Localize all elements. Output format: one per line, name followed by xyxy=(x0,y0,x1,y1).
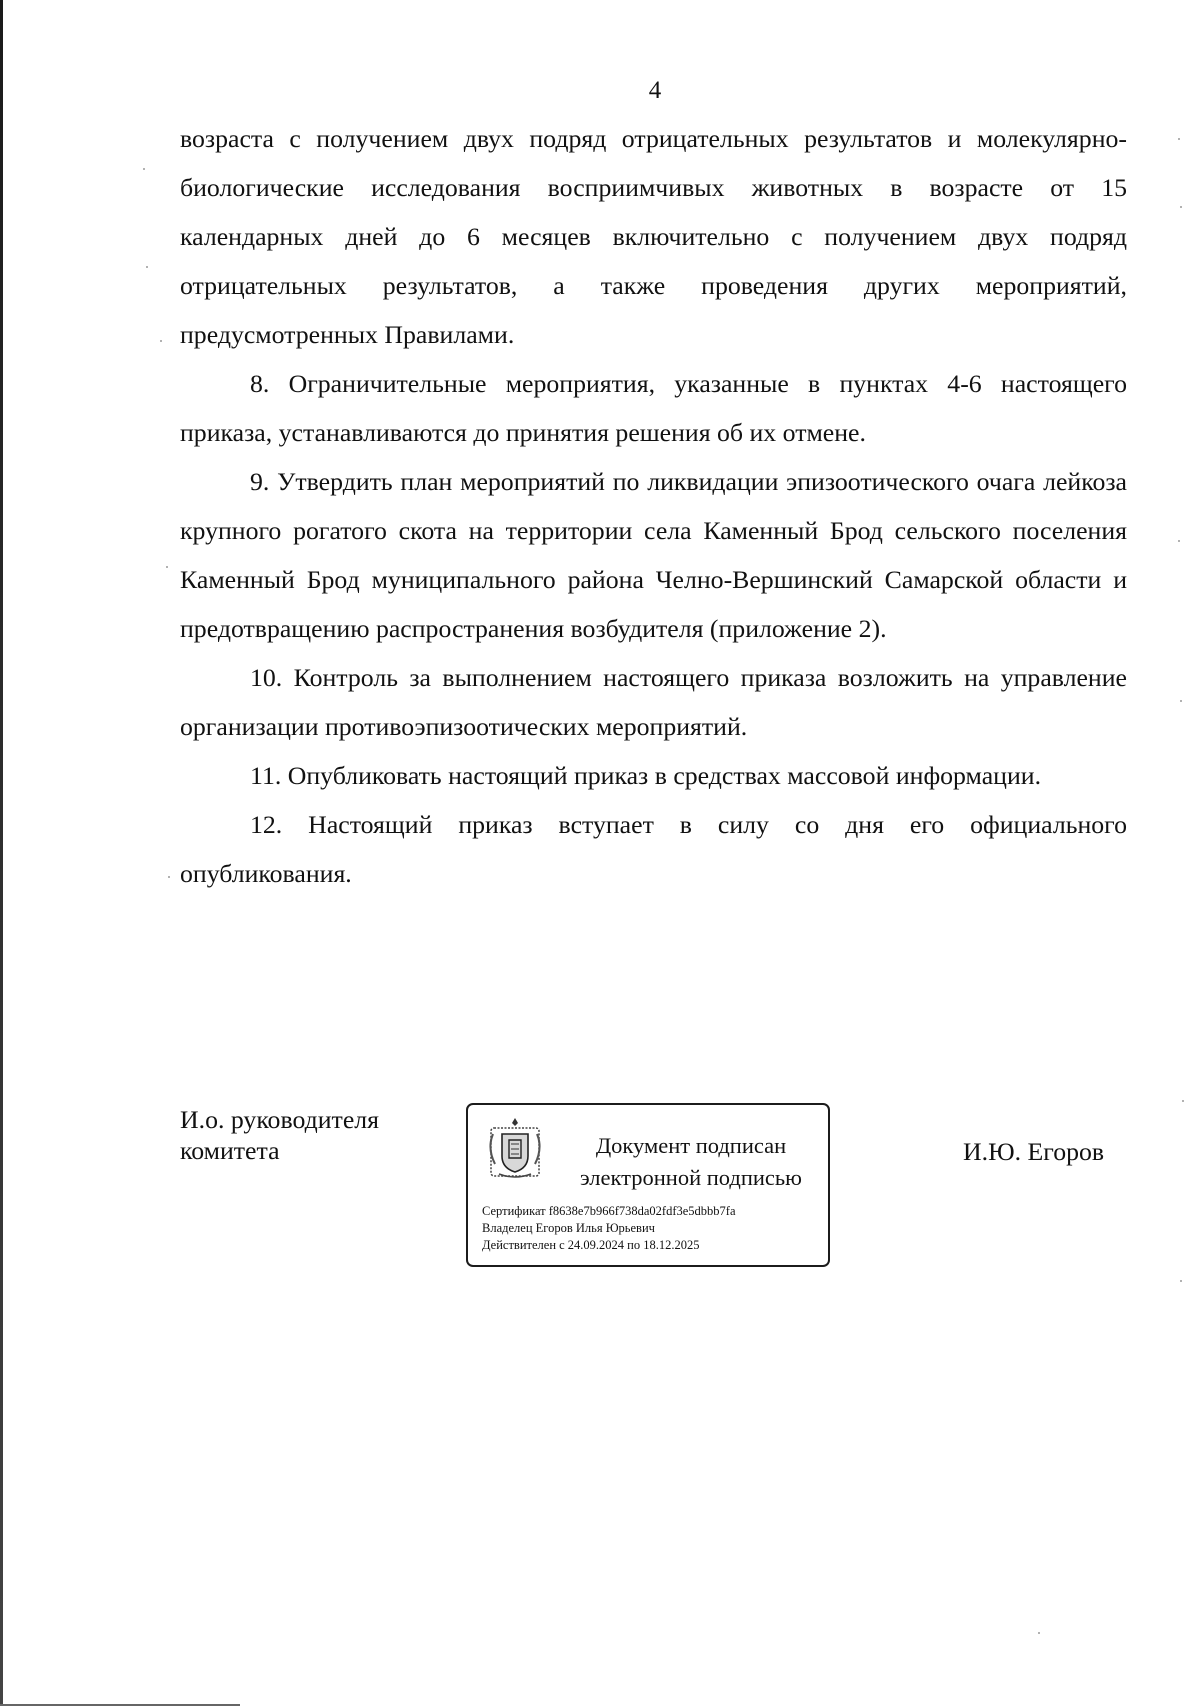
paragraph-item-12: 12. Настоящий приказ вступает в силу со дня его официального опубликования. xyxy=(180,810,1127,888)
scan-speck xyxy=(146,266,148,268)
signer-title-line: комитета xyxy=(180,1136,280,1165)
scan-speck xyxy=(1178,540,1180,542)
stamp-heading xyxy=(564,1130,818,1194)
scan-speck xyxy=(168,876,170,878)
document-body xyxy=(180,114,1127,898)
signer-name: И.Ю. Егоров xyxy=(963,1137,1105,1166)
paragraph-item-11: 11. Опубликовать настоящий приказ в средствах массовой информации. xyxy=(250,761,1042,790)
paragraph-continuation: возраста с получением двух подряд отрицательных результатов и молекулярно-биологические исследования восприимчивых животных в возрасте от 15 календарных дней до 6 месяцев включительно с получением двух подряд отрицательных результатов, а также проведения других мероприятий, предусмотренных Правилами. xyxy=(180,124,1127,349)
electronic-signature-stamp xyxy=(466,1103,830,1267)
scan-speck xyxy=(1180,206,1182,208)
scan-speck xyxy=(166,566,168,568)
scan-speck xyxy=(1038,1632,1040,1634)
scan-speck xyxy=(143,168,145,170)
stamp-details xyxy=(482,1203,822,1254)
paragraph-item-8: 8. Ограничительные мероприятия, указанные в пунктах 4-6 настоящего приказа, устанавливаются до принятия решения об их отмене. xyxy=(180,369,1127,447)
scan-speck xyxy=(1178,138,1180,140)
certificate-owner: Владелец Егоров Илья Юрьевич xyxy=(482,1221,655,1235)
scan-speck xyxy=(1182,1100,1184,1102)
certificate-number: Сертификат f8638e7b966f738da02fdf3e5dbbb7fa xyxy=(482,1204,736,1218)
coat-of-arms-icon xyxy=(485,1114,545,1180)
scan-speck xyxy=(160,340,162,342)
certificate-validity: Действителен с 24.09.2024 по 18.12.2025 xyxy=(482,1238,700,1252)
signer-title xyxy=(180,1104,379,1166)
stamp-heading-line: электронной подписью xyxy=(580,1165,802,1190)
paragraph-item-9: 9. Утвердить план мероприятий по ликвидации эпизоотического очага лейкоза крупного рогатого скота на территории села Каменный Брод сельского поселения Каменный Брод муниципального района Челно-Вершинский Самарской области и предотвращению распространения возбудителя (приложение 2). xyxy=(180,467,1127,643)
scan-left-edge xyxy=(0,0,3,1706)
page-number: 4 xyxy=(648,77,662,104)
paragraph-item-10: 10. Контроль за выполнением настоящего приказа возложить на управление организации противоэпизоотических мероприятий. xyxy=(180,663,1127,741)
stamp-heading-line: Документ подписан xyxy=(595,1133,787,1158)
scan-speck xyxy=(1180,1280,1182,1282)
scan-speck xyxy=(1180,700,1182,702)
signer-title-line: И.о. руководителя xyxy=(180,1105,380,1134)
